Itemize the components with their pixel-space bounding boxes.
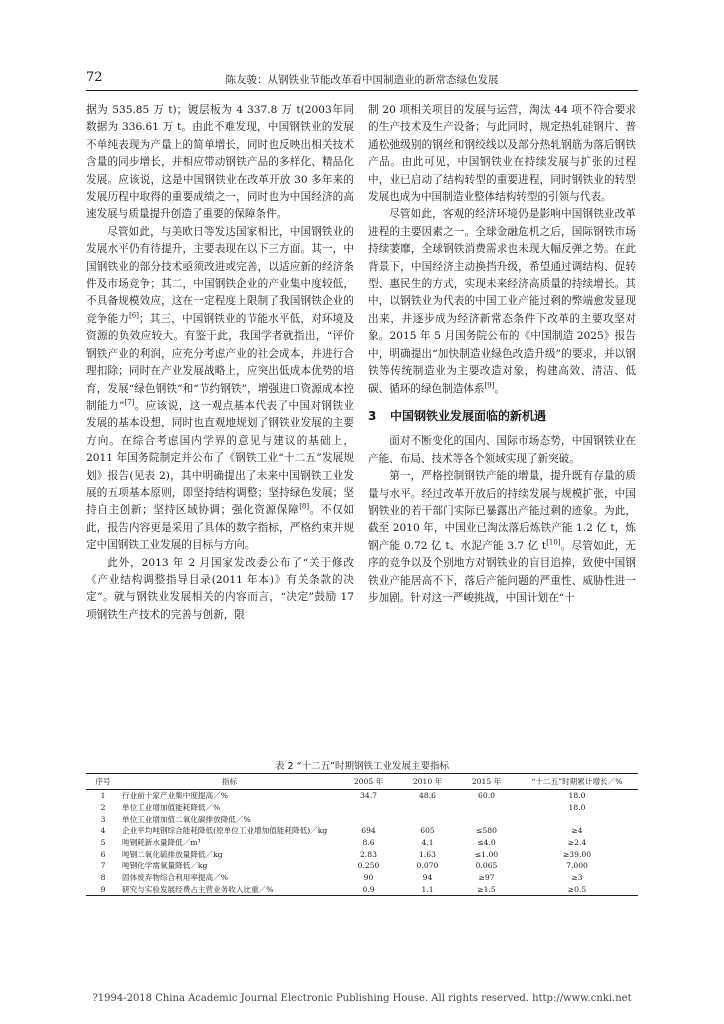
table-cell: 单位工业增加值能耗降低／% [122,803,221,813]
table-row [86,837,638,849]
col-header-2005: 2005 年 [339,774,398,790]
table-cell: 0.070 [416,861,439,871]
table-row [86,802,638,814]
page-number: 72 [86,70,103,85]
table-cell: 7 [100,861,106,871]
citation-ref[interactable]: [6] [129,311,139,320]
citation-ref[interactable]: [7] [124,398,135,407]
paragraph: 据为 535.85 万 t)；镀层板为 4 337.8 万 t(2003年同数据为 336.61 万 t。由此不难发现，中国钢铁业的发展不单纯表现为产量上的简单增长，同时也反映出相关技术含量的同步增长，并相应带动钢铁产品的多样化、精品化发展。应该说，这是中国钢铁业在改革开放 30 多年来的发展历程中取得的重要成绩之一，同时也为中国经济的高速发展与质量提升创造了重要的保障条件。 [86,104,354,221]
col-header-2015: 2015 年 [457,774,516,790]
table-cell [339,813,398,825]
table-cell: 8 [100,873,106,883]
paragraph: 面对不断变化的国内、国际市场态势，中国钢铁业在产能、布局、技术等各个领域实现了新突破。 [368,435,636,465]
table-cell: ≤580 [476,826,497,836]
table-cell: 5 [100,838,106,848]
right-column [368,102,636,607]
section-title: 中国钢铁业发展面临的新机遇 [390,408,547,423]
table-body [86,790,638,896]
paragraph: 此外，2013 年 2 月国家发改委公布了“关于修改《产业结构调整指导目录(2011 年本)》有关条款的决定”。就与钢铁业发展相关的内容而言，“决定”鼓励 17 项钢铁生产技术的完善与创新，限 [86,556,354,621]
table-cell: 8.6 [362,838,375,848]
table-cell: 3 [100,814,106,824]
table-cell: ≥3 [571,873,583,883]
paragraph: 尽管如此，客观的经济环境仍是影响中国钢铁业改革进程的主要因素之一。全球金融危机之后，国际钢铁市场持续萎靡，全球钢铁消费需求也未现大幅反弹之势。在此背景下，中国经济主动换挡升级，希望通过调结构、促转型、惠民生的方式，实现未来经济高质量的持续增长。其中，以钢铁业为代表的中国工业产能过剩的弊端愈发显现出来，并逐步成为经济新常态条件下改革的主要攻坚对象。2015 年 5 月国务院公布的《中国制造 2025》报告中，明确提出“加快制造业绿色改造升级”的要求，并以钢铁等传统制造业为主要改造对象，构建高效、清洁、低碳、循环的绿色制造体系[9]。 [368,208,636,395]
table-cell [457,802,516,814]
table-cell: ≤4.0 [477,838,496,848]
table-cell: ≥39.00 [562,849,592,859]
table-cell: 0.065 [475,861,498,871]
table-cell: 1.1 [398,884,457,896]
table-caption: 表 2 “十二五”时期钢铁工业发展主要指标 [275,761,449,772]
table-cell: ≤1.00 [474,849,499,859]
table-cell: 34.7 [360,791,377,801]
table-cell: 90 [363,873,374,883]
table-cell: 60.0 [478,791,495,801]
table-cell: 18.0 [568,803,586,813]
table-row [86,848,638,860]
table-cell: 1.63 [419,849,436,859]
table-cell: ≥4 [571,826,583,836]
col-header-index: 序号 [86,774,120,790]
table-cell: ≥2.4 [567,838,587,848]
table-cell: ≥97 [478,873,495,883]
table-row [86,813,638,825]
table-cell: 0.250 [357,861,380,871]
table-cell: 605 [420,826,435,836]
table-cell [339,802,398,814]
section-heading [368,408,636,425]
table-cell [398,802,457,814]
table-cell: 7.000 [566,861,588,871]
table-cell: 2 [100,803,106,813]
indicator-table [86,773,638,896]
table-cell: 行业前十家产业集中度提高／% [122,791,228,801]
header-rule [86,90,638,91]
paragraph: 制 20 项相关项目的发展与运营，淘汰 44 项不符合要求的生产技术及生产设备；与此同时，规定热轧硅钢片、普通松弛级别的钢丝和钢绞线以及部分热轧钢筋为落后钢铁产品。由此可见，中国钢铁业在持续发展与扩张的过程中，业已启动了结构转型的重要进程，同时钢铁业的转型发展也成为中国制造业整体结构转型的引领与代表。 [368,104,636,204]
table-cell: 单位工业增加值二氧化碳排放降低／% [122,814,251,824]
col-header-2010: 2010 年 [398,774,457,790]
table-cell: 1 [100,791,106,801]
col-header-indicator: 指标 [120,774,339,790]
table-cell: 研究与实验发展经费占主营业务收入比重／% [120,884,339,896]
table-row [86,825,638,837]
table-cell: 固体废弃物综合利用率提高／% [122,873,228,883]
table-cell [516,813,638,825]
table-cell: 4.1 [421,838,434,848]
citation-ref[interactable]: [8] [299,502,310,511]
table-cell: ≥1.5 [457,884,516,896]
table-cell: 694 [361,826,376,836]
table-cell: 吨钢耗新水量降低／m³ [122,838,201,848]
left-column [86,102,354,624]
table-cell: 吨钢二氧化硫排放量降低／kg [122,849,223,859]
table-cell: 0.9 [339,884,398,896]
table-row [86,884,638,896]
table-cell: 企业平均吨钢综合能耗降低(原单位工业增加值能耗降低)／kg [122,826,328,836]
table-cell: 48.6 [419,791,436,801]
paragraph: 尽管如此，与美欧日等发达国家相比，中国钢铁业的发展水平仍有待提升，主要表现在以下三方面。其一，中国钢铁业的部分技术亟须改进或完善，以适应新的经济条件及市场竞争；其二，中国钢铁企业的产业集中度较低，不具备规模效应，这在一定程度上限制了我国钢铁企业的竞争能力[6]；其三，中国钢铁业的节能水平低，对环境及资源的负效应较大。有鉴于此，我国学者就指出，“评价钢铁产业的利润，应充分考虑产业的社会成本，并进行合理扣除；同时在产业发展战略上，应突出低成本优势的培育，发展“绿色钢铁”和“节约钢铁”，增强进口资源成本控制能力”[7]。应该说，这一观点基本代表了中国对钢铁业发展的基本设想，同时也直观地规划了钢铁业发展的主要方向。在综合考虑国内学界的意见与建议的基础上，2011 年国务院制定并公布了《钢铁工业“十二五”发展规划》报告(见表 2)，其中明确提出了未来中国钢铁工业发展的五项基本原则，即坚持结构调整；坚持绿色发展；坚持自主创新；坚持区域协调；强化资源保障[8]。不仅如此，报告内容更是采用了具体的数字指标，严格约束并规定中国钢铁工业发展的目标与方向。 [86,225,355,552]
table-cell [398,813,457,825]
paragraph: 第一，严格控制钢铁产能的增量，提升既有存量的质量与水平。经过改革开放后的持续发展与规模扩张，中国钢铁业的若干部门实际已暴露出产能过剩的迹象。为此，截至 2010 年，中国业已淘汰落后炼铁产能 1.2 亿 t，炼钢产能 0.72 亿 t、水泥产能 3.7 亿 t[10]。尽管如此，无序的竞争以及个别地方对钢铁业的盲目追捧，致使中国钢铁业产能居高不下，落后产能问题的严重性、威胁性进一步加剧。针对这一严峻挑战，中国计划在“十 [368,470,637,604]
col-header-growth: “十二五”时期累计增长／% [516,774,638,790]
table-cell: 6 [100,849,106,859]
section-number: 3 [368,408,377,423]
copyright-footer: ?1994-2018 China Academic Journal Electronic Publishing House. All rights reserved. http://www.cnki.net [92,993,632,1004]
citation-ref[interactable]: [10] [546,538,561,547]
running-title: 陈友骏：从钢铁业节能改革看中国制造业的新常态绿色发展 [225,74,499,86]
table-header-row [86,774,638,790]
table-cell: 9 [86,884,120,896]
table-cell: 2.83 [360,849,377,859]
table-cell: ≥0.5 [516,884,638,896]
table-cell: 18.0 [568,791,586,801]
table-cell: 94 [422,873,433,883]
table-cell: 4 [100,826,106,836]
table-cell [457,813,516,825]
citation-ref[interactable]: [9] [484,380,495,389]
table-cell: 吨钢化学需氧量降低／kg [122,861,208,871]
table-row [86,790,638,802]
table-row [86,872,638,884]
table-row [86,860,638,872]
